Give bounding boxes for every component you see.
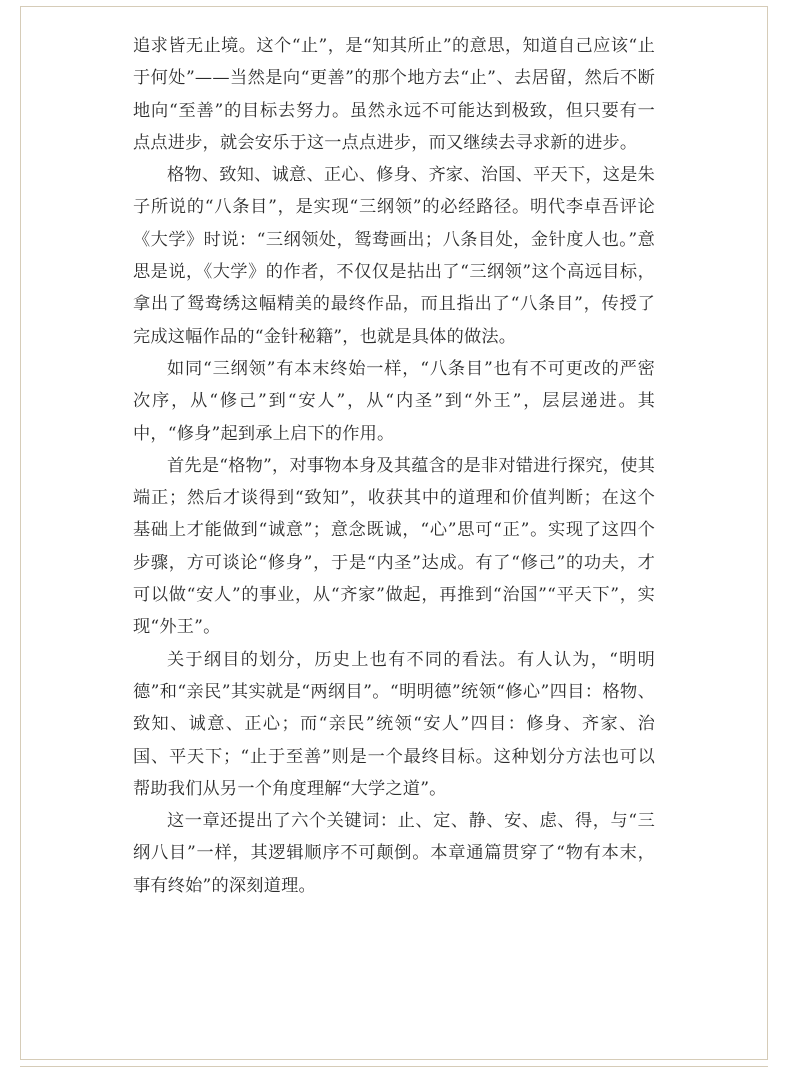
paragraph-4: 首先是“格物”，对事物本身及其蕴含的是非对错进行探究，使其端正；然后才谈得到“致知”，收获其中的道理和价值判断；在这个基础上才能做到“诚意”；意念既诚，“心”思可“正”。实现了这四个步骤，方可谈论“修身”，于是“内圣”达成。有了“修己”的功夫，才可以做“安人”的事业，从“齐家”做起，再推到“治国”“平天下”，实现“外王”。 [133, 455, 655, 638]
paragraph-6: 这一章还提出了六个关键词：止、定、静、安、虑、得，与“三纲八目”一样，其逻辑顺序不可颠倒。本章通篇贯穿了“物有本末，事有终始”的深刻道理。 [133, 811, 655, 896]
paragraph-3: 如同“三纲领”有本末终始一样，“八条目”也有不可更改的严密次序，从“修己”到“安人”，从“内圣”到“外王”，层层递进。其中，“修身”起到承上启下的作用。 [133, 358, 655, 444]
paragraph-1: 追求皆无止境。这个“止”，是“知其所止”的意思，知道自己应该“止于何处”——当然是向“更善”的那个地方去“止”、去居留，然后不断地向“至善”的目标去努力。虽然永远不可能达到极致，但只要有一点点进步，就会安乐于这一点点进步，而又继续去寻求新的进步。 [133, 36, 655, 153]
paragraph-5: 关于纲目的划分，历史上也有不同的看法。有人认为，“明明德”和“亲民”其实就是“两纲目”。“明明德”统领“修心”四目：格物、致知、诚意、正心；而“亲民”统领“安人”四目：修身、齐家、治国、平天下；“止于至善”则是一个最终目标。这种划分方法也可以帮助我们从另一个角度理解“大学之道”。 [133, 649, 655, 799]
bottom-rule [20, 1066, 768, 1067]
body-text [133, 30, 655, 902]
paragraph-2: 格物、致知、诚意、正心、修身、齐家、治国、平天下，这是朱子所说的“八条目”，是实现“三纲领”的必经路径。明代李卓吾评论《大学》时说：“三纲领处，鸳鸯画出；八条目处，金针度人也。”意思是说，《大学》的作者，不仅仅是拈出了“三纲领”这个高远目标，拿出了鸳鸯绣这幅精美的最终作品，而且指出了“八条目”，传授了完成这幅作品的“金针秘籍”，也就是具体的做法。 [133, 165, 655, 347]
